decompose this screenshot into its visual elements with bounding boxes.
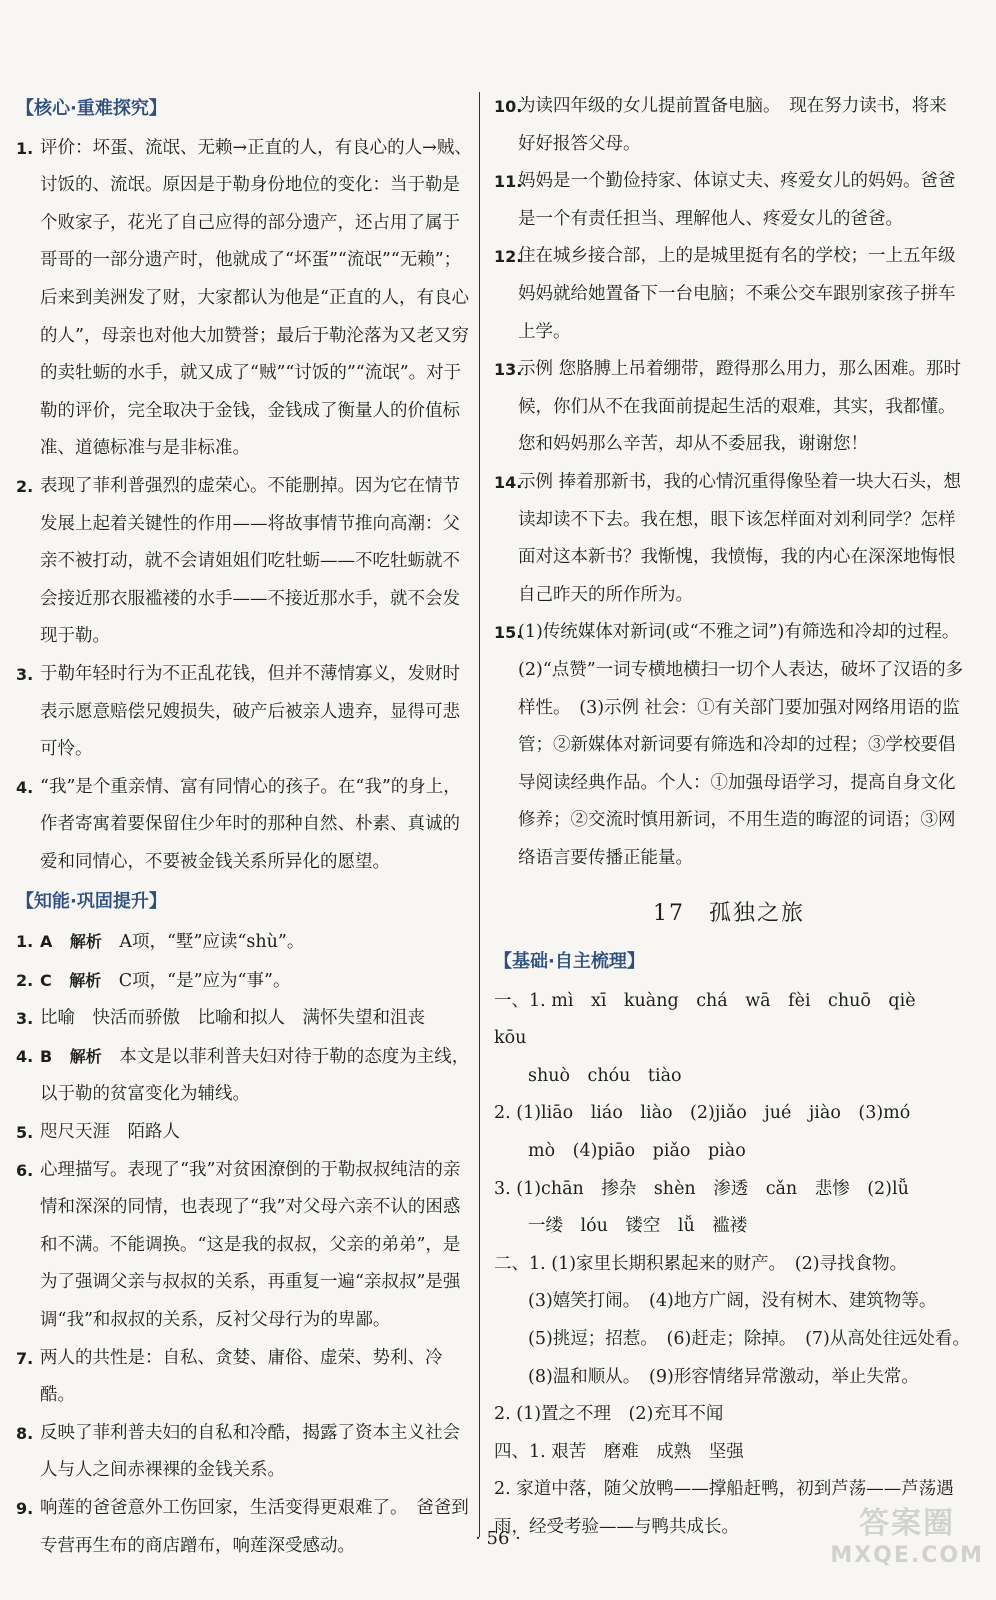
- answer-number: 12.: [494, 247, 523, 267]
- analysis-label: 解析: [69, 932, 102, 952]
- answer-text: C项，“是”应为“事”。: [118, 970, 291, 991]
- answer-number: 15.: [494, 623, 523, 643]
- analysis-label: 解析: [69, 970, 102, 990]
- answer-item: [16, 1038, 474, 1114]
- answer-text: 表现了菲利普强烈的虚荣心。不能删掉。因为它在情节发展上起着关键性的作用——将故事情节推向高潮：父亲不被打动，就不会请姐姐们吃牡蛎——不吃牡蛎就不会接近那衣服褴褛的水手——不接近那水手，就不会发现于勒。: [40, 475, 460, 647]
- chapter-title: 17 孤独之旅: [653, 901, 805, 927]
- answer-line: (5)挑逗；招惹。 (6)赶走；除掉。 (7)从高处往远处看。 (8)温和顺从。 (9)形容情绪异常激动，举止失常。: [528, 1329, 979, 1387]
- answer-line: 一、1. mì xī kuàng chá wā fèi chuō qiè kōu: [494, 990, 934, 1049]
- answer-item: [16, 130, 474, 468]
- answer-text: 为读四年级的女儿提前置备电脑。 现在努力读书，将来好好报答父母。: [518, 96, 947, 154]
- answer-number: 8.: [16, 1423, 34, 1443]
- answer-text: 反映了菲利普夫妇的自私和冷酷，揭露了资本主义社会人与人之间赤裸裸的金钱关系。: [40, 1422, 460, 1481]
- answer-item: [494, 238, 964, 351]
- answer-text: 比喻 快活而骄傲 比喻和拟人 满怀失望和沮丧: [40, 1008, 425, 1029]
- section-heading-basics: 【基础·自主梳理】: [494, 951, 645, 973]
- answer-text: A项，“墅”应读“shù”。: [119, 932, 305, 953]
- answer-item: [16, 1000, 474, 1038]
- answer-line: 2. (1)置之不理 (2)充耳不闻: [494, 1404, 724, 1425]
- left-column: [16, 88, 474, 1565]
- section-heading-core: 【核心·重难探究】: [16, 98, 167, 119]
- answer-number: 10.: [494, 97, 523, 116]
- answer-item: [16, 468, 474, 656]
- answer-text: 于勒年轻时行为不正乱花钱，但并不薄情寡义，发财时表示愿意赔偿兄嫂损失，破产后被亲人遗弃，显得可悲可怜。: [40, 663, 460, 760]
- answer-number: 4.: [16, 1046, 34, 1066]
- answer-item: [16, 656, 474, 769]
- answer-text: 响莲的爸爸意外工伤回家，生活变得更艰难了。 爸爸到专营再生布的商店蹭布，响莲深受感动。: [40, 1497, 469, 1556]
- answer-line: shuò chóu tiào: [528, 1065, 682, 1086]
- answer-text: 两人的共性是：自私、贪婪、庸俗、虚荣、势利、冷酷。: [40, 1347, 443, 1406]
- answer-number: 2.: [16, 476, 34, 496]
- answer-line: mò (4)piāo piǎo piào: [528, 1141, 746, 1162]
- answer-item: [494, 464, 964, 614]
- answer-choice: B: [40, 1046, 53, 1066]
- answer-line: 二、1. (1)家里长期积累起来的财产。 (2)寻找食物。: [494, 1253, 908, 1274]
- answer-item: [494, 88, 964, 163]
- answer-number: 1.: [16, 138, 34, 158]
- answer-line: (3)嬉笑打闹。 (4)地方广阔，没有树木、建筑物等。: [528, 1291, 937, 1312]
- right-column: [494, 88, 979, 1547]
- answer-line: 3. (1)chān 掺杂 shèn 渗透 cǎn 悲惨 (2)lǚ: [494, 1178, 909, 1199]
- answer-number: 1.: [16, 932, 34, 952]
- answer-item: [16, 1152, 474, 1340]
- answer-item: [16, 923, 474, 962]
- answer-list-basics: [494, 983, 979, 1547]
- answer-item: [16, 962, 474, 1001]
- answer-text: 住在城乡接合部，上的是城里挺有名的学校；一上五年级妈妈就给她置备下一台电脑；不乘公交车跟别家孩子拼车上学。: [518, 246, 956, 342]
- answer-line: 四、1. 艰苦 磨难 成熟 坚强: [494, 1441, 744, 1462]
- answer-number: 2.: [16, 970, 34, 990]
- answer-text: 示例 您胳膊上吊着绷带，蹬得那么用力，那么困难。那时候，你们从不在我面前提起生活的艰难，其实，我都懂。您和妈妈那么辛苦，却从不委屈我，谢谢您！: [518, 359, 962, 455]
- answer-text: 心理描写。表现了“我”对贫困潦倒的于勒叔叔纯洁的亲情和深深的同情，也表现了“我”对父母六亲不认的困惑和不满。不能调换。“这是我的叔叔，父亲的弟弟”，是为了强调父亲与叔叔的关系，再重复一遍“亲叔叔”是强调“我”和叔叔的关系，反衬父母行为的卑鄙。: [40, 1159, 461, 1330]
- answer-item: [494, 163, 964, 238]
- watermark-url: MXQE.COM: [830, 1543, 984, 1568]
- answer-line: 2. (1)liāo liáo liào (2)jiǎo jué jiào (3)mó: [494, 1103, 911, 1124]
- answer-item: [16, 1340, 474, 1415]
- watermark-text: 答案圈: [859, 1506, 956, 1541]
- answer-number: 3.: [16, 1009, 34, 1029]
- answer-item: [16, 1415, 474, 1490]
- answer-number: 7.: [16, 1348, 34, 1368]
- answer-number: 9.: [16, 1498, 34, 1518]
- page-number: · 56 ·: [475, 1528, 521, 1549]
- answer-number: 14.: [494, 472, 523, 492]
- answer-number: 13.: [494, 360, 523, 380]
- answer-text: (1)传统媒体对新词(或“不雅之词”)有筛选和冷却的过程。 (2)“点赞”一词专横地横扫一切个人表达，破坏了汉语的多样性。 (3)示例 社会：①有关部门要加强对网络用语的监管；②新媒体对新词要有筛选和冷却的过程；③学校要倡导阅读经典作品。个人：①加强母语学习，提高自身文化修养；②交流时慎用新词，不用生造的晦涩的词语；③网络语言要传播正能量。: [518, 622, 969, 868]
- answer-number: 5.: [16, 1123, 34, 1143]
- answer-text: 示例 捧着那新书，我的心情沉重得像坠着一块大石头，想读却读不下去。我在想，眼下该怎样面对刘利同学？怎样面对这本新书？我惭愧，我愤悔，我的内心在深深地悔恨自己昨天的所作所为。: [518, 471, 962, 605]
- answer-text: 妈妈是一个勤俭持家、体谅丈夫、疼爱女儿的妈妈。爸爸是一个有责任担当、理解他人、疼爱女儿的爸爸。: [518, 171, 956, 229]
- answer-list-core: [16, 130, 474, 882]
- answer-text: “我”是个重亲情、富有同情心的孩子。在“我”的身上，作者寄寓着要保留住少年时的那种自然、朴素、真诚的爱和同情心，不要被金钱关系所异化的愿望。: [40, 776, 461, 872]
- answer-number: 3.: [16, 664, 34, 684]
- answer-choice: C: [40, 970, 52, 990]
- column-divider: [479, 92, 480, 1537]
- answer-line: 2. 家道中落，随父放鸭——撑船赶鸭，初到芦荡——芦荡遇雨，经受考验——与鸭共成长。: [494, 1479, 954, 1537]
- answer-item: [494, 614, 969, 877]
- answer-number: 6.: [16, 1160, 34, 1180]
- answer-item: [16, 769, 474, 882]
- watermark-logo: [830, 1508, 984, 1572]
- answer-text: 咫尺天涯 陌路人: [40, 1122, 180, 1143]
- answer-item: [16, 1114, 474, 1152]
- answer-list-continued: [494, 88, 969, 877]
- answer-number: 4.: [16, 777, 34, 797]
- answer-line: 一缕 lóu 镂空 lǚ 褴褛: [528, 1216, 748, 1237]
- answer-item: [494, 351, 964, 464]
- answer-list-consolidate: [16, 923, 474, 1565]
- answer-text: 本文是以菲利普夫妇对待于勒的态度为主线，以于勒的贫富变化为辅线。: [40, 1046, 470, 1105]
- analysis-label: 解析: [69, 1046, 102, 1066]
- answer-text: 评价：坏蛋、流氓、无赖→正直的人，有良心的人→贼、讨饭的、流氓。原因是于勒身份地位的变化：当于勒是个败家子，花光了自己应得的部分遗产，还占用了属于哥哥的一部分遗产时，他就成了“坏蛋”“流氓”“无赖”；后来到美洲发了财，大家都认为他是“正直的人，有良心的人”，母亲也对他大加赞誉；最后于勒沦落为又老又穷的卖牡蛎的水手，就又成了“贼”“讨饭的”“流氓”。对于勒的评价，完全取决于金钱，金钱成了衡量人的价值标准、道德标准与是非标准。: [40, 137, 472, 459]
- section-heading-consolidate: 【知能·巩固提升】: [16, 891, 167, 913]
- answer-choice: A: [40, 932, 53, 952]
- answer-number: 11.: [494, 172, 523, 192]
